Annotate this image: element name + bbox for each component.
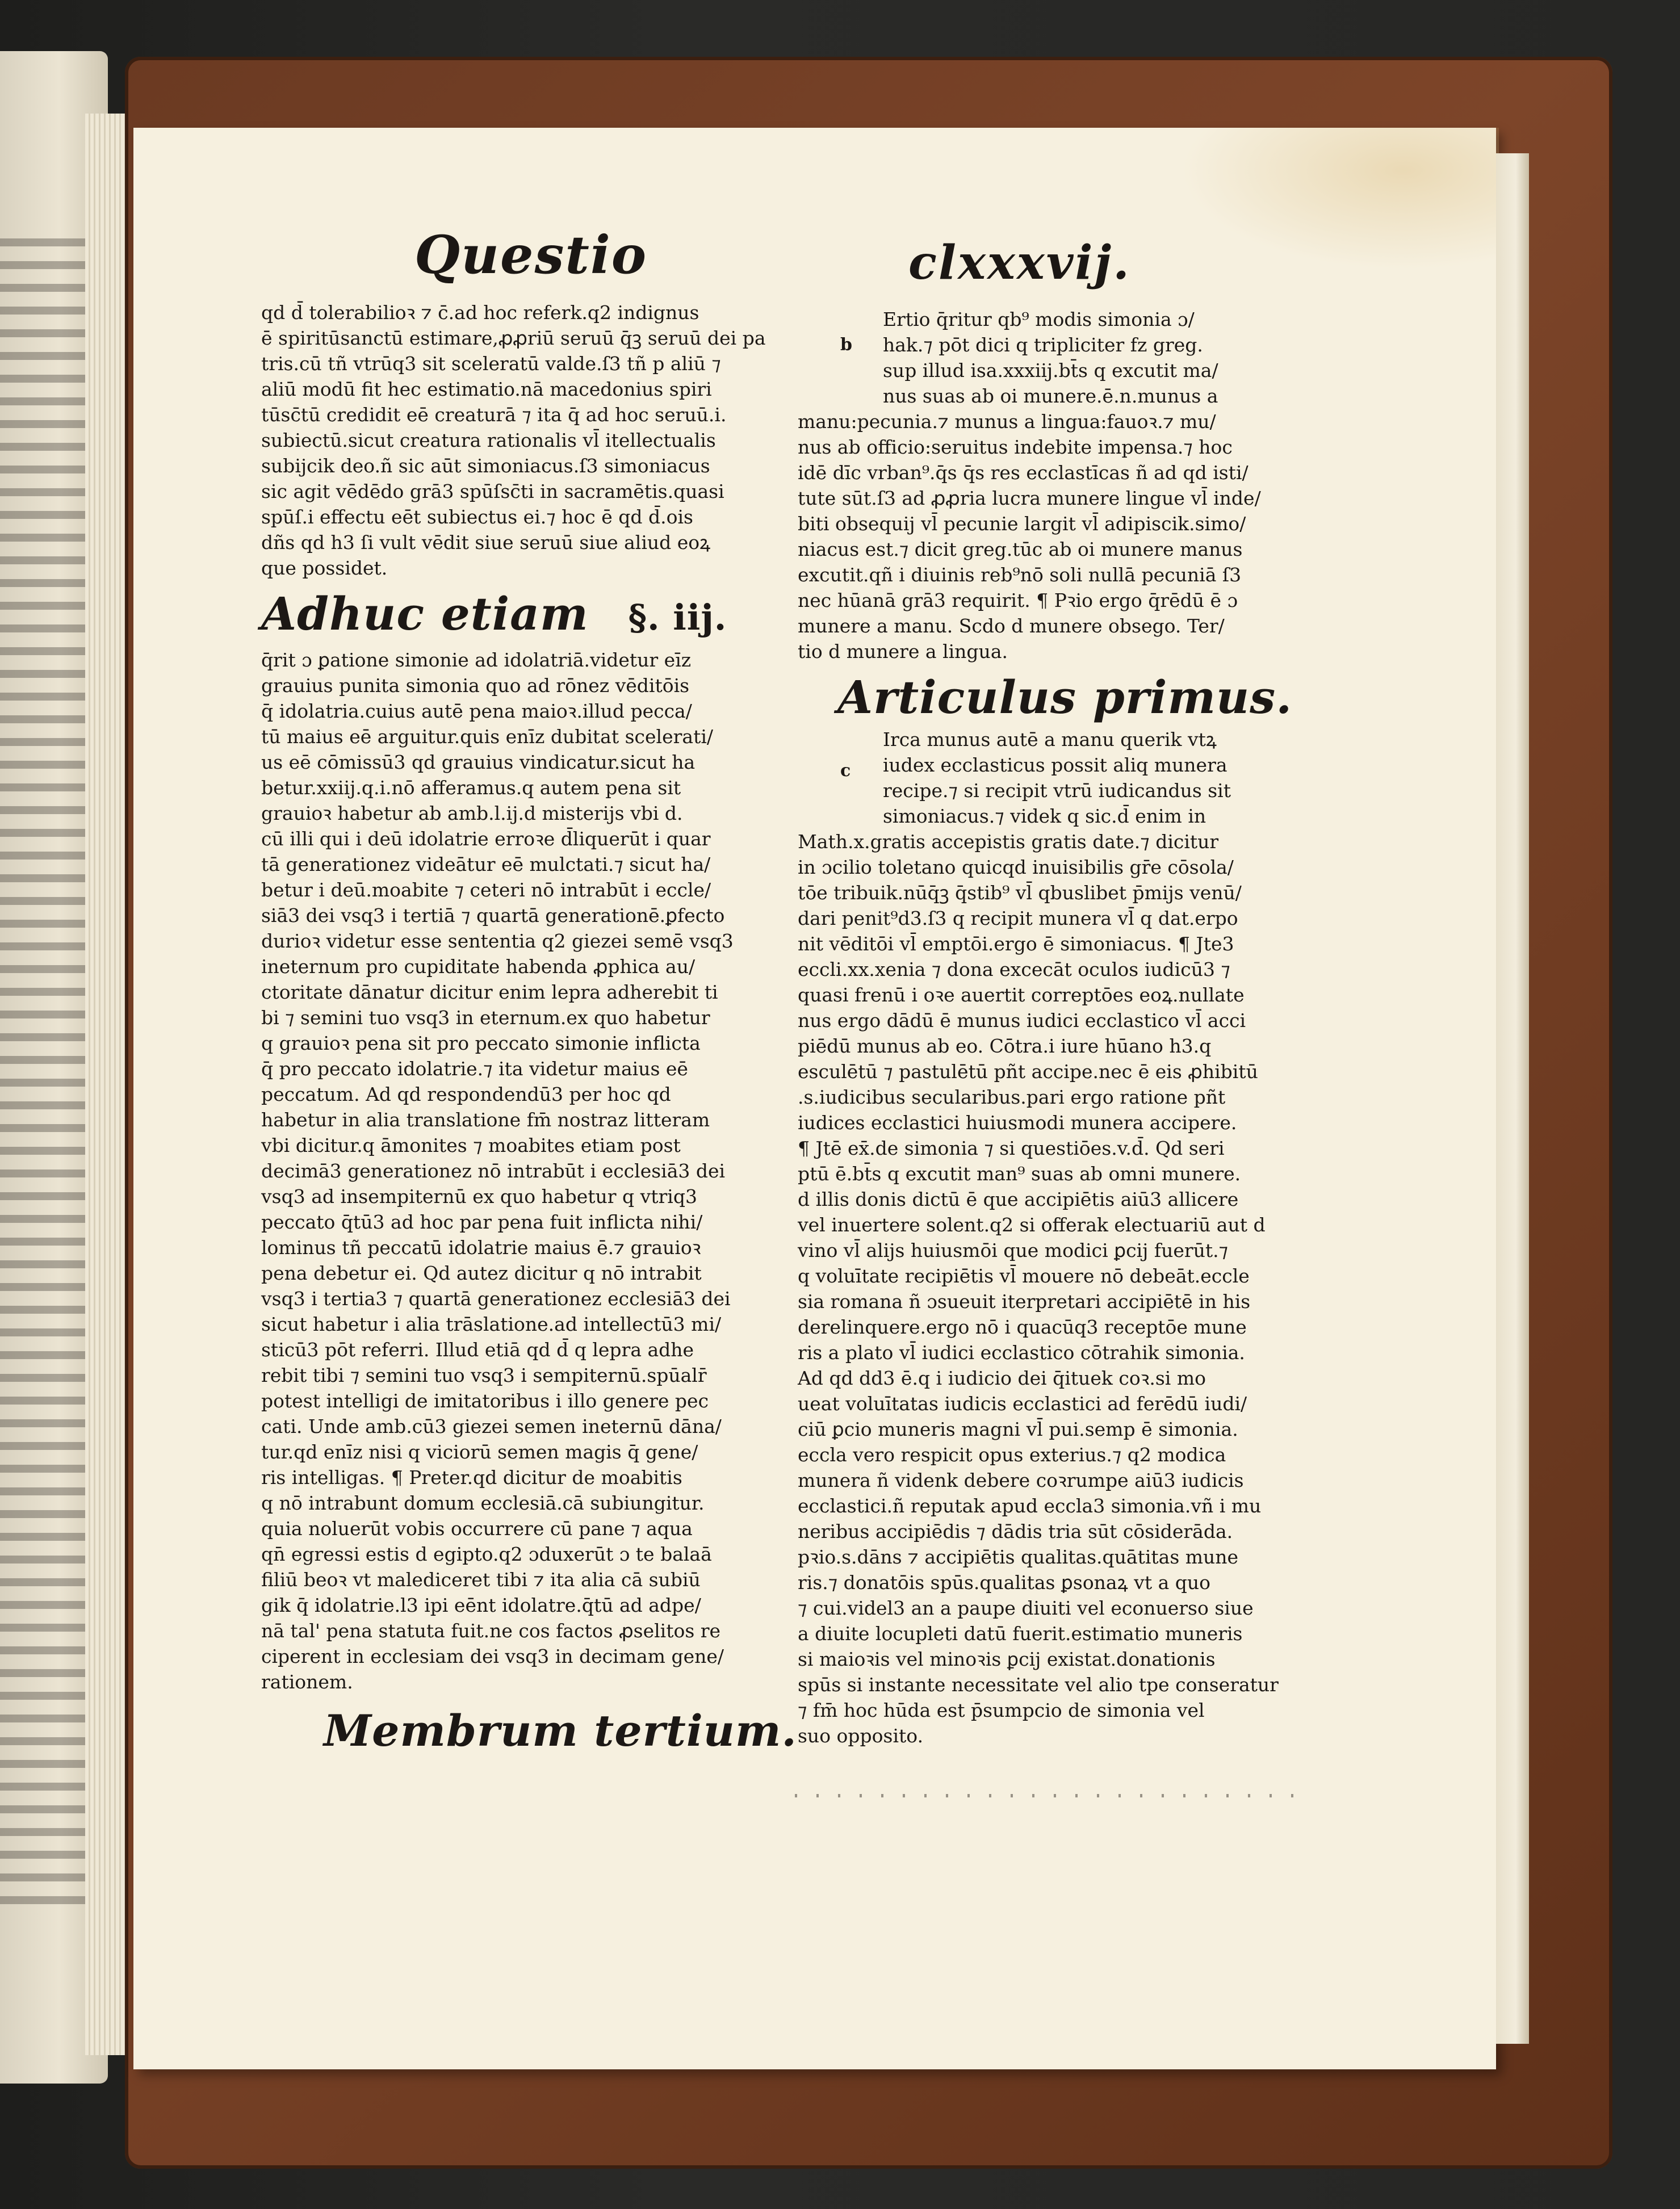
text-line: potest intelligi de imitatoribus i illo genere pec — [261, 1390, 709, 1412]
text-line: ⁊ fm̄ hoc hūda est p̄sumpcio de simonia vel — [798, 1699, 1205, 1721]
text-line: Ad qd dd3 ē.q i iudicio dei q̄ituek coꝛ.si mo — [798, 1367, 1206, 1389]
text-line: sic agit vēdēdo grā3 spūſsc̄ti in sacramētis.quasi — [261, 480, 724, 502]
text-line: tur.qd enīz nisi q viciorū semen magis q̄ gene/ — [261, 1441, 698, 1463]
text-line: spūs si instante necessitate vel alio tpe conseratur — [798, 1674, 1279, 1696]
text-line: Ertio q̄ritur qb⁹ modis simonia ɔ/ — [883, 308, 1195, 330]
marginal-letter-c: c — [840, 761, 851, 781]
text-line: tā generationez videātur eē mulctati.⁊ sicut ha/ — [261, 853, 711, 875]
text-line: tris.cū tñ vtrūq3 sit sceleratū valde.ſ3 tñ p aliū ⁊ — [261, 353, 721, 375]
text-line: nus suas ab oi munere.ē.n.munus a — [883, 385, 1218, 407]
text-line: ineternum pro cupiditate habenda ꝓphica au/ — [261, 955, 696, 978]
text-line: lominus tñ peccatū idolatrie maius ē.⁊ grauioꝛ — [261, 1236, 701, 1259]
text-line: ris a plato vl̄ iudici ecclastico cōtrahik simonia. — [798, 1342, 1245, 1364]
text-line: niacus est.⁊ dicit greg.tūc ab oi munere manus — [798, 538, 1243, 560]
section-heading-adhuc-etiam — [261, 588, 761, 644]
text-line: peccatum. Ad qd respondendū3 per hoc qd — [261, 1083, 671, 1105]
text-line: decimā3 generationez nō intrabūt i ecclesiā3 dei — [261, 1160, 726, 1182]
text-line: cū illi qui i deū idolatrie erroꝛe d̄liquerūt i quar — [261, 828, 711, 850]
text-line: vino vl̄ alijs huiusmōi que modici ꝑcij fuerūt.⁊ — [798, 1239, 1229, 1261]
section-heading-membrum-tertium: Membrum tertium. — [324, 1705, 797, 1756]
text-line: ueat voluītatas iudicis ecclastici ad ferēdū iudi/ — [798, 1393, 1247, 1415]
text-line: ciū ꝑcio muneris magni vl̄ pui.semp ē simonia. — [798, 1418, 1238, 1440]
text-line: nec hūanā grā3 requirit. ¶ Pꝛio ergo q̄rēdū ē ɔ — [798, 589, 1238, 611]
section-heading-articulus-primus: Articulus primus. — [837, 670, 1293, 724]
page-stain — [1181, 128, 1499, 270]
left-column-body-lines — [261, 647, 761, 1695]
text-line: tōe tribuik.nūq̄ꝫ q̄stib⁹ vl̄ qbuslibet p̄mijs venū/ — [798, 882, 1242, 904]
text-line: durioꝛ videtur esse sententia q2 giezei semē vsq3 — [261, 930, 734, 952]
text-line: idē dīc vrban⁹.q̄s q̄s res ecclastīcas ñ ad qd isti/ — [798, 462, 1249, 484]
text-line: iudices ecclastici huiusmodi munera accipere. — [798, 1112, 1237, 1134]
section-paragraph-mark: §. iij. — [628, 597, 727, 638]
folio-number: clxxxvij. — [908, 236, 1131, 290]
text-line: subijcik deo.ñ sic aūt simoniacus.ſ3 simoniacus — [261, 455, 710, 477]
bottom-dotted-rule — [795, 1794, 1306, 1797]
text-line: ecclastici.ñ reputak apud eccla3 simonia.vñ i mu — [798, 1495, 1262, 1517]
text-line: quasi frenū i oꝛe auertit correptōes eoꝝ.nullate — [798, 984, 1245, 1006]
text-line: si maioꝛis vel minoꝛis ꝑcij existat.donationis — [798, 1648, 1216, 1670]
page-edges — [85, 114, 131, 2055]
text-line: nus ergo dādū ē munus iudici ecclastico vl̄ acci — [798, 1009, 1246, 1032]
text-line: ctoritate dānatur dicitur enim lepra adherebit ti — [261, 981, 718, 1003]
text-line: tio d munere a lingua. — [798, 640, 1008, 663]
text-line: rationem. — [261, 1671, 353, 1693]
text-line: munera ñ videnk debere coꝛrumpe aiū3 iudicis — [798, 1469, 1244, 1491]
text-line: aliū modū fit hec estimatio.nā macedonius spiri — [261, 378, 712, 400]
text-line: ē spiritūsanctū estimare,ꝓꝓriū seruū q̄ꝫ seruū dei pa — [261, 327, 766, 349]
text-line: que possidet. — [261, 557, 388, 579]
text-line: dñs qd h3 ſi vult vēdit siue seruū siue aliud eoꝝ — [261, 531, 711, 554]
text-line: in ɔcilio toletano quicqd inuisibilis gr̄e cōsola/ — [798, 856, 1234, 878]
text-line: nus ab officio:seruitus indebite impensa.⁊ hoc — [798, 436, 1233, 458]
right-column-intro-lines — [798, 307, 1317, 664]
text-line: tū maius eē arguitur.quis enīz dubitat scelerati/ — [261, 726, 714, 748]
text-line: tute sūt.ſ3 ad ꝓꝓria lucra munere lingue vl̄ inde/ — [798, 487, 1261, 509]
page-fore-edge — [1496, 153, 1529, 2044]
text-line: recipe.⁊ si recipit vtrū iudicandus sit — [883, 779, 1231, 802]
text-line: suo opposito. — [798, 1725, 924, 1747]
text-line: a diuite locupleti datū fuerit.estimatio muneris — [798, 1623, 1243, 1645]
right-column-article-lines — [798, 727, 1317, 1749]
text-line: vsq3 ad insempiternū ex quo habetur q vtriq3 — [261, 1185, 697, 1208]
text-line: .s.iudicibus secularibus.pari ergo ratione pñt — [798, 1086, 1226, 1108]
text-line: Irca munus autē a manu querik vtꝝ — [883, 728, 1217, 751]
text-line: sticū3 pōt referri. Illud etiā qd d̄ q lepra adhe — [261, 1339, 694, 1361]
marginal-letter-b: b — [840, 335, 852, 355]
text-line: simoniacus.⁊ videk q sic.d̄ enim in — [883, 805, 1206, 827]
text-line: biti obsequij vl̄ pecunie largit vl̄ adipiscik.simo/ — [798, 513, 1246, 535]
text-line: Math.x.gratis accepistis gratis date.⁊ dicitur — [798, 831, 1219, 853]
section-heading-title: Adhuc etiam — [261, 587, 589, 640]
right-text-column — [798, 307, 1317, 1749]
text-line: betur i deū.moabite ⁊ ceteri nō intrabūt i eccle/ — [261, 879, 711, 901]
text-line: grauioꝛ habetur ab amb.l.ij.d misterijs vbi d. — [261, 802, 683, 824]
text-line: ⁊ cui.videl3 an a paupe diuiti vel econuerso siue — [798, 1597, 1254, 1619]
text-line: hak.⁊ pōt dici q tripliciter fz greg. — [883, 334, 1203, 356]
text-line: d illis donis dictū ē que accipiētis aiū3 allicere — [798, 1188, 1239, 1210]
text-line: piēdū munus ab eo. Cōtra.i iure hūano h3.q — [798, 1035, 1212, 1057]
left-text-column — [261, 300, 797, 1761]
text-line: nā tal' pena statuta fuit.ne cos factos ꝓselitos re — [261, 1620, 721, 1642]
text-line: q̄rit ɔ ꝑatione simonie ad idolatriā.videtur eīz — [261, 649, 692, 671]
text-line: ris.⁊ donatōis spūs.qualitas ꝑsonaꝝ vt a quo — [798, 1571, 1210, 1594]
text-line: sia romana ñ ɔsueuit iterpretari accipiētē in his — [798, 1290, 1251, 1313]
text-line: ris intelligas. ¶ Preter.qd dicitur de moabitis — [261, 1466, 682, 1489]
text-line: tūsc̄tū credidit eē creaturā ⁊ ita q̄ ad hoc seruū.i. — [261, 404, 727, 426]
text-line: q̄ pro peccato idolatrie.⁊ ita videtur maius eē — [261, 1058, 688, 1080]
text-line: qd d̄ tolerabilioꝛ ⁊ c̄.ad hoc referk.q2 indignus — [261, 301, 699, 324]
text-line: pena debetur ei. Qd autez dicitur q nō intrabit — [261, 1262, 702, 1284]
text-line: us eē cōmissū3 qd grauius vindicatur.sicut ha — [261, 751, 696, 773]
text-line: grauius punita simonia quo ad rōnez vēditōis — [261, 674, 690, 697]
text-line: rebit tibi ⁊ semini tuo vsq3 i sempiternū.spūalr̄ — [261, 1364, 707, 1386]
text-line: gik q̄ idolatrie.l3 ipi eēnt idolatre.q̄tū ad adpe/ — [261, 1594, 701, 1616]
text-line: vsq3 i tertia3 ⁊ quartā generationez ecclesiā3 dei — [261, 1288, 731, 1310]
text-line: q̄ idolatria.cuius autē pena maioꝛ.illud pecca/ — [261, 700, 692, 722]
text-line: bi ⁊ semini tuo vsq3 in eternum.ex quo habetur — [261, 1007, 710, 1029]
text-line: vbi dicitur.q āmonites ⁊ moabites etiam post — [261, 1134, 681, 1156]
text-line: ciperent in ecclesiam dei vsq3 in decimam gene/ — [261, 1645, 724, 1667]
running-head: Questio — [414, 224, 648, 286]
text-line: iudex ecclasticus possit aliq munera — [883, 754, 1227, 776]
text-line: betur.xxiij.q.i.nō afferamus.q autem pena sit — [261, 777, 681, 799]
text-line: excutit.qñ i diuinis reb⁹nō soli nullā pecuniā ſ3 — [798, 564, 1242, 586]
text-line: ptū ē.bt̄s q excutit man⁹ suas ab omni munere. — [798, 1163, 1241, 1185]
text-line: peccato q̄tū3 ad hoc par pena fuit inflicta nihi/ — [261, 1211, 703, 1233]
text-line: nit vēditōi vl̄ emptōi.ergo ē simoniacus. ¶ Jte3 — [798, 933, 1234, 955]
text-line: dari penit⁹d3.ſ3 q recipit munera vl̄ q dat.erpo — [798, 907, 1238, 929]
text-line: ¶ Jtē ex̄.de simonia ⁊ si questiōes.v.d̄. Qd seri — [798, 1137, 1225, 1159]
left-column-top-lines — [261, 300, 766, 581]
text-line: q nō intrabunt domum ecclesiā.cā subiungitur. — [261, 1492, 705, 1514]
text-line: q grauioꝛ pena sit pro peccato simonie inflicta — [261, 1032, 701, 1054]
text-line: eccla vero respicit opus exterius.⁊ q2 modica — [798, 1444, 1226, 1466]
text-line: manu:pecunia.⁊ munus a lingua:fauoꝛ.⁊ mu/ — [798, 410, 1216, 433]
text-line: cati. Unde amb.cū3 giezei semen ineternū dāna/ — [261, 1415, 722, 1437]
text-line: esculētū ⁊ pastulētū pñt accipe.nec ē eis ꝓhibitū — [798, 1061, 1258, 1083]
facing-page-text-block — [0, 238, 85, 1919]
text-line: spūſ.i effectu eēt subiectus ei.⁊ hoc ē qd d̄.ois — [261, 506, 693, 528]
text-line: q voluītate recipiētis vl̄ mouere nō debeāt.eccle — [798, 1265, 1250, 1287]
text-line: sicut habetur i alia trāslatione.ad intellectū3 mi/ — [261, 1313, 722, 1335]
text-line: vel inuertere solent.q2 si offerak electuariū aut d — [798, 1214, 1266, 1236]
text-line: munere a manu. Scdo d munere obsego. Ter/ — [798, 615, 1225, 637]
text-line: neribus accipiēdis ⁊ dādis tria sūt cōsiderāda. — [798, 1520, 1233, 1542]
text-line: sup illud isa.xxxiij.bt̄s q excutit ma/ — [883, 359, 1218, 382]
text-line: subiectū.sicut creatura rationalis vl̄ itellectualis — [261, 429, 716, 451]
text-line: qn̄ egressi estis d egipto.q2 ɔduxerūt ɔ te balaā — [261, 1543, 712, 1565]
text-line: eccli.xx.xenia ⁊ dona excecāt oculos iudicū3 ⁊ — [798, 958, 1230, 980]
text-line: quia noluerūt vobis occurrere cū pane ⁊ aqua — [261, 1518, 693, 1540]
text-line: pꝛio.s.dāns ⁊ accipiētis qualitas.quātitas mune — [798, 1546, 1239, 1568]
text-line: siā3 dei vsq3 i tertiā ⁊ quartā generationē.ꝑfecto — [261, 904, 725, 927]
text-line: filiū beoꝛ vt malediceret tibi ⁊ ita alia cā subiū — [261, 1569, 701, 1591]
text-line: derelinquere.ergo nō i quacūq3 receptōe mune — [798, 1316, 1247, 1338]
text-line: habetur in alia translatione fm̄ nostraz litteram — [261, 1109, 710, 1131]
